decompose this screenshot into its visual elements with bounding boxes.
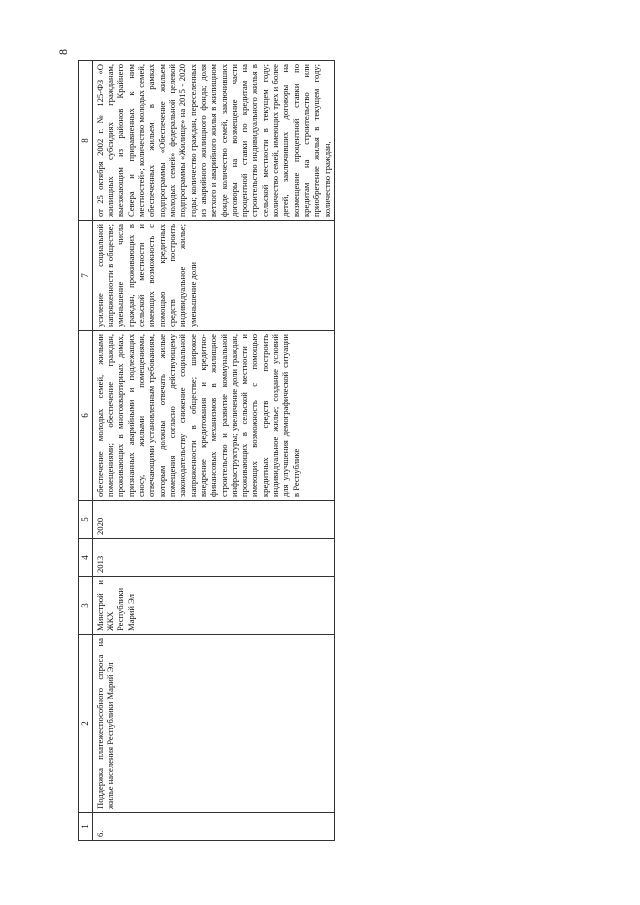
col-header-2: 2	[79, 634, 93, 812]
responsible-executor: Минстрой и ЖКХ Республики Марий Эл	[92, 576, 334, 634]
target-indicators: от 25 октября 2002 г. № 125-ФЗ «О жилищных субсидиях гражданам, выезжающим из районов Крайнего Севера и приравненных к ним местностей»; количество молодых семей, обеспеченных жильем в рамках подпрограммы «Обеспечение жильем молодых семей» федеральной целевой подпрограммы «Жилище» на 2015 - 2020 годы; количество граждан, переселенных из аварийного жилищного фонда; доля ветхого и аварийного жилья в жилищном фонде количество семей, заключивших договоры на возмещение части процентной ставки по кредитам на строительство индивидуального жилья в сельской местности в текущем году; количество семей, имеющих трех и более детей, заключивших договоры на возмещение процентной ставки по кредитам на строительство или приобретение жилья в текущем году; количество граждан,	[92, 60, 334, 220]
col-header-8: 8	[79, 60, 93, 220]
col-header-7: 7	[79, 220, 93, 330]
non-implementation-consequences: усиление социальной напряженности в обществе; уменьшение числа граждан, проживающих в сельской местности и имеющих возможность с помощью кредитных средств построить индивидуальное жилье; уменьшение доли	[92, 220, 334, 330]
column-number-row	[79, 60, 93, 840]
page-number: 8	[56, 48, 70, 55]
program-measures-table	[78, 60, 335, 841]
end-year: 2020	[92, 500, 334, 538]
table-row	[92, 60, 334, 840]
col-header-5: 5	[79, 500, 93, 538]
col-header-1: 1	[79, 812, 93, 840]
col-header-4: 4	[79, 538, 93, 576]
measure-name: Поддержка платежеспособного спроса на жилье населения Республики Марий Эл	[92, 634, 334, 812]
rotated-landscape-sheet	[50, 43, 590, 863]
row-number: 6.	[92, 812, 334, 840]
start-year: 2013	[92, 538, 334, 576]
col-header-3: 3	[79, 576, 93, 634]
expected-results: обеспечение молодых семей, жилыми помещениями; обеспечение граждан, проживающих в многоквартирных домах, признанных аварийными и подлежащих сносу, жилыми помещениями, отвечающими установленным требованиям, которым должны отвечать жилые помещения согласно действующему законодательству снижение социальной напряженности в обществе; широкое внедрение кредитования и кредитно-финансовых механизмов в жилищное строительство и развитие коммунальной инфраструктуры; увеличение доли граждан, проживающих в сельской местности и имеющих возможность с помощью кредитных средств построить индивидуальное жилье; создание условий для улучшения демографической ситуации в Республике	[92, 330, 334, 500]
col-header-6: 6	[79, 330, 93, 500]
